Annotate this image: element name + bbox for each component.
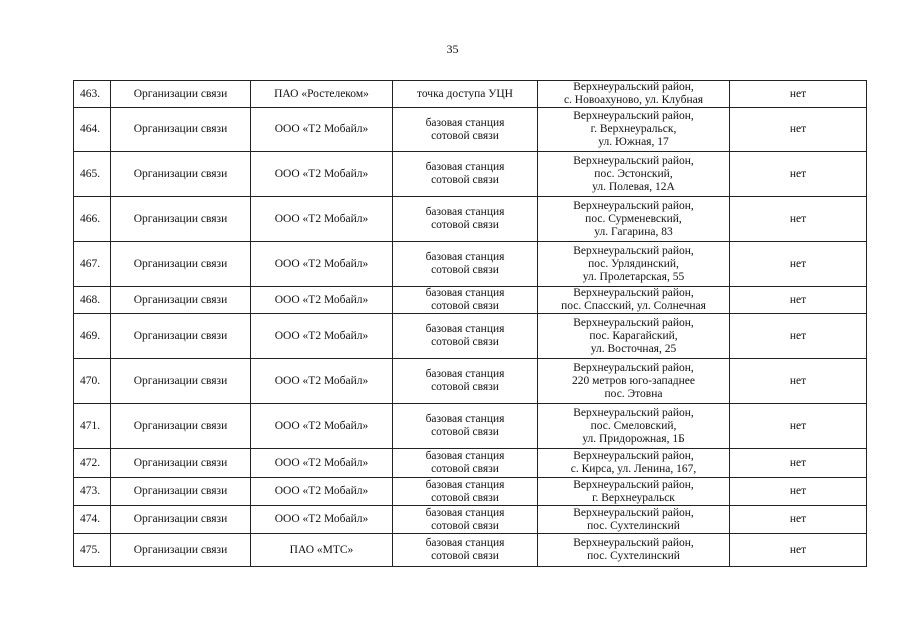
address-cell: Верхнеуральский район, пос. Карагайский, ул. Восточная, 25 xyxy=(538,314,730,359)
organization-cell: ООО «Т2 Мобайл» xyxy=(251,359,393,404)
address-cell: Верхнеуральский район, пос. Эстонский, ул. Полевая, 12А xyxy=(538,152,730,197)
address-cell: Верхнеуральский район, пос. Смеловский, ул. Придорожная, 1Б xyxy=(538,404,730,449)
row-number: 475. xyxy=(74,534,111,567)
value-cell: нет xyxy=(730,108,867,152)
category-cell: Организации связи xyxy=(111,242,251,287)
row-number: 465. xyxy=(74,152,111,197)
row-number: 471. xyxy=(74,404,111,449)
object-type-cell: базовая станция сотовой связи xyxy=(393,242,538,287)
object-type-cell: базовая станция сотовой связи xyxy=(393,478,538,506)
address-cell: Верхнеуральский район, пос. Спасский, ул. Солнечная xyxy=(538,287,730,314)
table-row xyxy=(74,81,867,108)
organization-cell: ООО «Т2 Мобайл» xyxy=(251,449,393,478)
row-number: 466. xyxy=(74,197,111,242)
value-cell: нет xyxy=(730,197,867,242)
value-cell: нет xyxy=(730,534,867,567)
category-cell: Организации связи xyxy=(111,81,251,108)
row-number: 472. xyxy=(74,449,111,478)
object-type-cell: базовая станция сотовой связи xyxy=(393,534,538,567)
registry-table xyxy=(73,80,867,567)
organization-cell: ПАО «Ростелеком» xyxy=(251,81,393,108)
object-type-cell: точка доступа УЦН xyxy=(393,81,538,108)
row-number: 469. xyxy=(74,314,111,359)
value-cell: нет xyxy=(730,242,867,287)
value-cell: нет xyxy=(730,404,867,449)
category-cell: Организации связи xyxy=(111,478,251,506)
row-number: 470. xyxy=(74,359,111,404)
category-cell: Организации связи xyxy=(111,197,251,242)
object-type-cell: базовая станция сотовой связи xyxy=(393,108,538,152)
category-cell: Организации связи xyxy=(111,359,251,404)
object-type-cell: базовая станция сотовой связи xyxy=(393,287,538,314)
table-row xyxy=(74,108,867,152)
object-type-cell: базовая станция сотовой связи xyxy=(393,359,538,404)
category-cell: Организации связи xyxy=(111,404,251,449)
table-row xyxy=(74,534,867,567)
object-type-cell: базовая станция сотовой связи xyxy=(393,404,538,449)
value-cell: нет xyxy=(730,152,867,197)
organization-cell: ООО «Т2 Мобайл» xyxy=(251,152,393,197)
table-row xyxy=(74,314,867,359)
table-row xyxy=(74,359,867,404)
table-row xyxy=(74,404,867,449)
organization-cell: ООО «Т2 Мобайл» xyxy=(251,287,393,314)
table-row xyxy=(74,197,867,242)
row-number: 463. xyxy=(74,81,111,108)
table-row xyxy=(74,506,867,534)
object-type-cell: базовая станция сотовой связи xyxy=(393,197,538,242)
organization-cell: ООО «Т2 Мобайл» xyxy=(251,506,393,534)
address-cell: Верхнеуральский район, пос. Сухтелинский xyxy=(538,534,730,567)
address-cell: Верхнеуральский район, г. Верхнеуральск, ул. Южная, 17 xyxy=(538,108,730,152)
value-cell: нет xyxy=(730,81,867,108)
category-cell: Организации связи xyxy=(111,534,251,567)
row-number: 464. xyxy=(74,108,111,152)
address-cell: Верхнеуральский район, с. Кирса, ул. Ленина, 167, xyxy=(538,449,730,478)
category-cell: Организации связи xyxy=(111,287,251,314)
value-cell: нет xyxy=(730,506,867,534)
category-cell: Организации связи xyxy=(111,314,251,359)
organization-cell: ООО «Т2 Мобайл» xyxy=(251,478,393,506)
organization-cell: ООО «Т2 Мобайл» xyxy=(251,314,393,359)
organization-cell: ООО «Т2 Мобайл» xyxy=(251,242,393,287)
registry-table-body xyxy=(74,81,867,567)
organization-cell: ПАО «МТС» xyxy=(251,534,393,567)
organization-cell: ООО «Т2 Мобайл» xyxy=(251,108,393,152)
organization-cell: ООО «Т2 Мобайл» xyxy=(251,197,393,242)
address-cell: Верхнеуральский район, пос. Урлядинский, ул. Пролетарская, 55 xyxy=(538,242,730,287)
value-cell: нет xyxy=(730,449,867,478)
value-cell: нет xyxy=(730,359,867,404)
organization-cell: ООО «Т2 Мобайл» xyxy=(251,404,393,449)
object-type-cell: базовая станция сотовой связи xyxy=(393,152,538,197)
object-type-cell: базовая станция сотовой связи xyxy=(393,314,538,359)
table-row xyxy=(74,449,867,478)
address-cell: Верхнеуральский район, пос. Сурменевский, ул. Гагарина, 83 xyxy=(538,197,730,242)
category-cell: Организации связи xyxy=(111,152,251,197)
table-row xyxy=(74,478,867,506)
value-cell: нет xyxy=(730,287,867,314)
table-row xyxy=(74,287,867,314)
row-number: 474. xyxy=(74,506,111,534)
category-cell: Организации связи xyxy=(111,506,251,534)
row-number: 473. xyxy=(74,478,111,506)
address-cell: Верхнеуральский район, с. Новоахуново, ул. Клубная xyxy=(538,81,730,108)
page-number: 35 xyxy=(446,42,459,56)
row-number: 467. xyxy=(74,242,111,287)
object-type-cell: базовая станция сотовой связи xyxy=(393,449,538,478)
table-row xyxy=(74,242,867,287)
table-row xyxy=(74,152,867,197)
address-cell: Верхнеуральский район, 220 метров юго-западнее пос. Этовна xyxy=(538,359,730,404)
value-cell: нет xyxy=(730,314,867,359)
address-cell: Верхнеуральский район, пос. Сухтелинский xyxy=(538,506,730,534)
value-cell: нет xyxy=(730,478,867,506)
object-type-cell: базовая станция сотовой связи xyxy=(393,506,538,534)
address-cell: Верхнеуральский район, г. Верхнеуральск xyxy=(538,478,730,506)
row-number: 468. xyxy=(74,287,111,314)
category-cell: Организации связи xyxy=(111,449,251,478)
category-cell: Организации связи xyxy=(111,108,251,152)
